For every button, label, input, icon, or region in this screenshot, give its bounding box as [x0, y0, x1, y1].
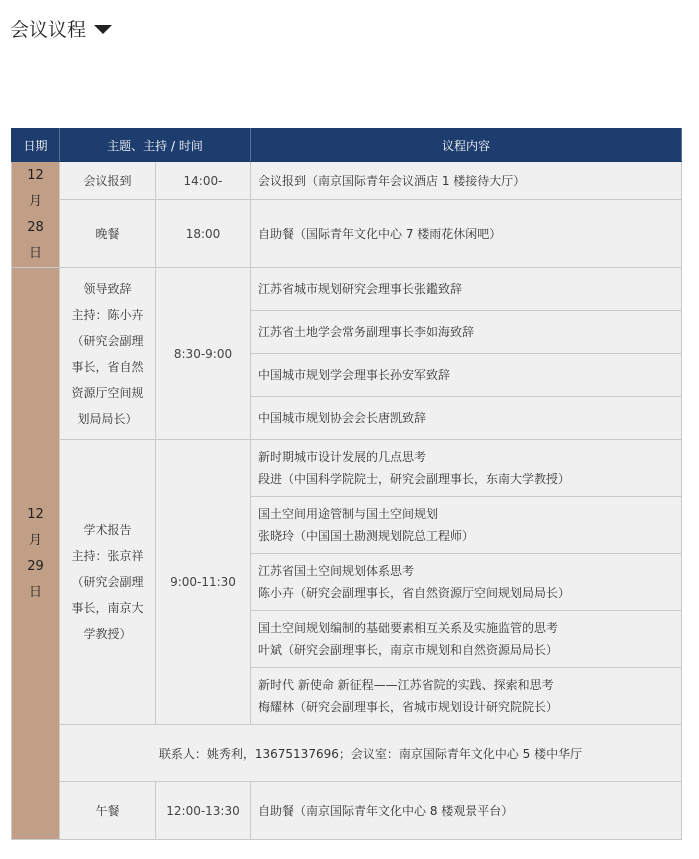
report-speaker: 梅耀林（研究会副理事长，省城市规划设计研究院院长）: [258, 700, 559, 714]
topic-cell-speeches: 领导致辞 主持：陈小卉 （研究会副理 事长，省自然 资源厅空间规 划局局长）: [60, 268, 156, 440]
table-row: [12, 200, 682, 268]
content-cell: 会议报到（南京国际青年会议酒店 1 楼接待大厅）: [251, 162, 682, 200]
topic-cell: 晚餐: [60, 200, 156, 268]
topic-cell: 午餐: [60, 782, 156, 840]
report-title: 新时代 新使命 新征程——江苏省院的实践、探索和思考: [258, 678, 554, 692]
page-title: 会议议程: [10, 19, 87, 41]
content-cell: 自助餐（国际青年文化中心 7 楼雨花休闲吧）: [251, 200, 682, 268]
time-cell: 8:30-9:00: [156, 268, 251, 440]
agenda-table: [11, 128, 682, 840]
column-header-date: 日期: [12, 129, 60, 162]
time-cell: 18:00: [156, 200, 251, 268]
report-speaker: 陈小卉（研究会副理事长，省自然资源厅空间规划局局长）: [258, 586, 571, 600]
report-title: 国土空间规划编制的基础要素相互关系及实施监管的思考: [258, 621, 559, 635]
table-row: [12, 268, 682, 311]
time-cell: 9:00-11:30: [156, 440, 251, 725]
topic-cell-reports: 学术报告 主持：张京祥 （研究会副理 事长，南京大 学教授）: [60, 440, 156, 725]
caret-down-icon: [94, 25, 112, 34]
table-row: [12, 440, 682, 497]
content-cell: [251, 668, 682, 725]
report-speaker: 叶斌（研究会副理事长，南京市规划和自然资源局局长）: [258, 643, 559, 657]
content-cell: [251, 554, 682, 611]
content-cell: 中国城市规划学会理事长孙安军致辞: [251, 354, 682, 397]
content-cell: 自助餐（南京国际青年文化中心 8 楼观景平台）: [251, 782, 682, 840]
table-header-row: [12, 129, 682, 162]
table-row: [12, 162, 682, 200]
table-row: [12, 782, 682, 840]
time-cell: 14:00-: [156, 162, 251, 200]
contact-info: 联系人：姚秀利，13675137696；会议室：南京国际青年文化中心 5 楼中华厅: [60, 725, 682, 782]
time-cell: 12:00-13:30: [156, 782, 251, 840]
date-cell-day2: 12 月 29 日: [12, 268, 60, 840]
content-cell: 中国城市规划协会会长唐凯致辞: [251, 397, 682, 440]
agenda-section-toggle[interactable]: [10, 15, 112, 42]
content-cell: 江苏省城市规划研究会理事长张鑑致辞: [251, 268, 682, 311]
date-cell-day1: 12 月 28 日: [12, 162, 60, 268]
topic-cell: 会议报到: [60, 162, 156, 200]
report-title: 国土空间用途管制与国土空间规划: [258, 507, 439, 521]
content-cell: [251, 611, 682, 668]
report-title: 江苏省国土空间规划体系思考: [258, 564, 415, 578]
report-title: 新时期城市设计发展的几点思考: [258, 450, 427, 464]
report-speaker: 张晓玲（中国国土勘测规划院总工程师）: [258, 529, 475, 543]
content-cell: [251, 440, 682, 497]
content-cell: [251, 497, 682, 554]
table-row: [12, 725, 682, 782]
column-header-topic: 主题、主持 / 时间: [60, 129, 251, 162]
content-cell: 江苏省土地学会常务副理事长李如海致辞: [251, 311, 682, 354]
column-header-content: 议程内容: [251, 129, 682, 162]
report-speaker: 段进（中国科学院院士，研究会副理事长，东南大学教授）: [258, 472, 571, 486]
